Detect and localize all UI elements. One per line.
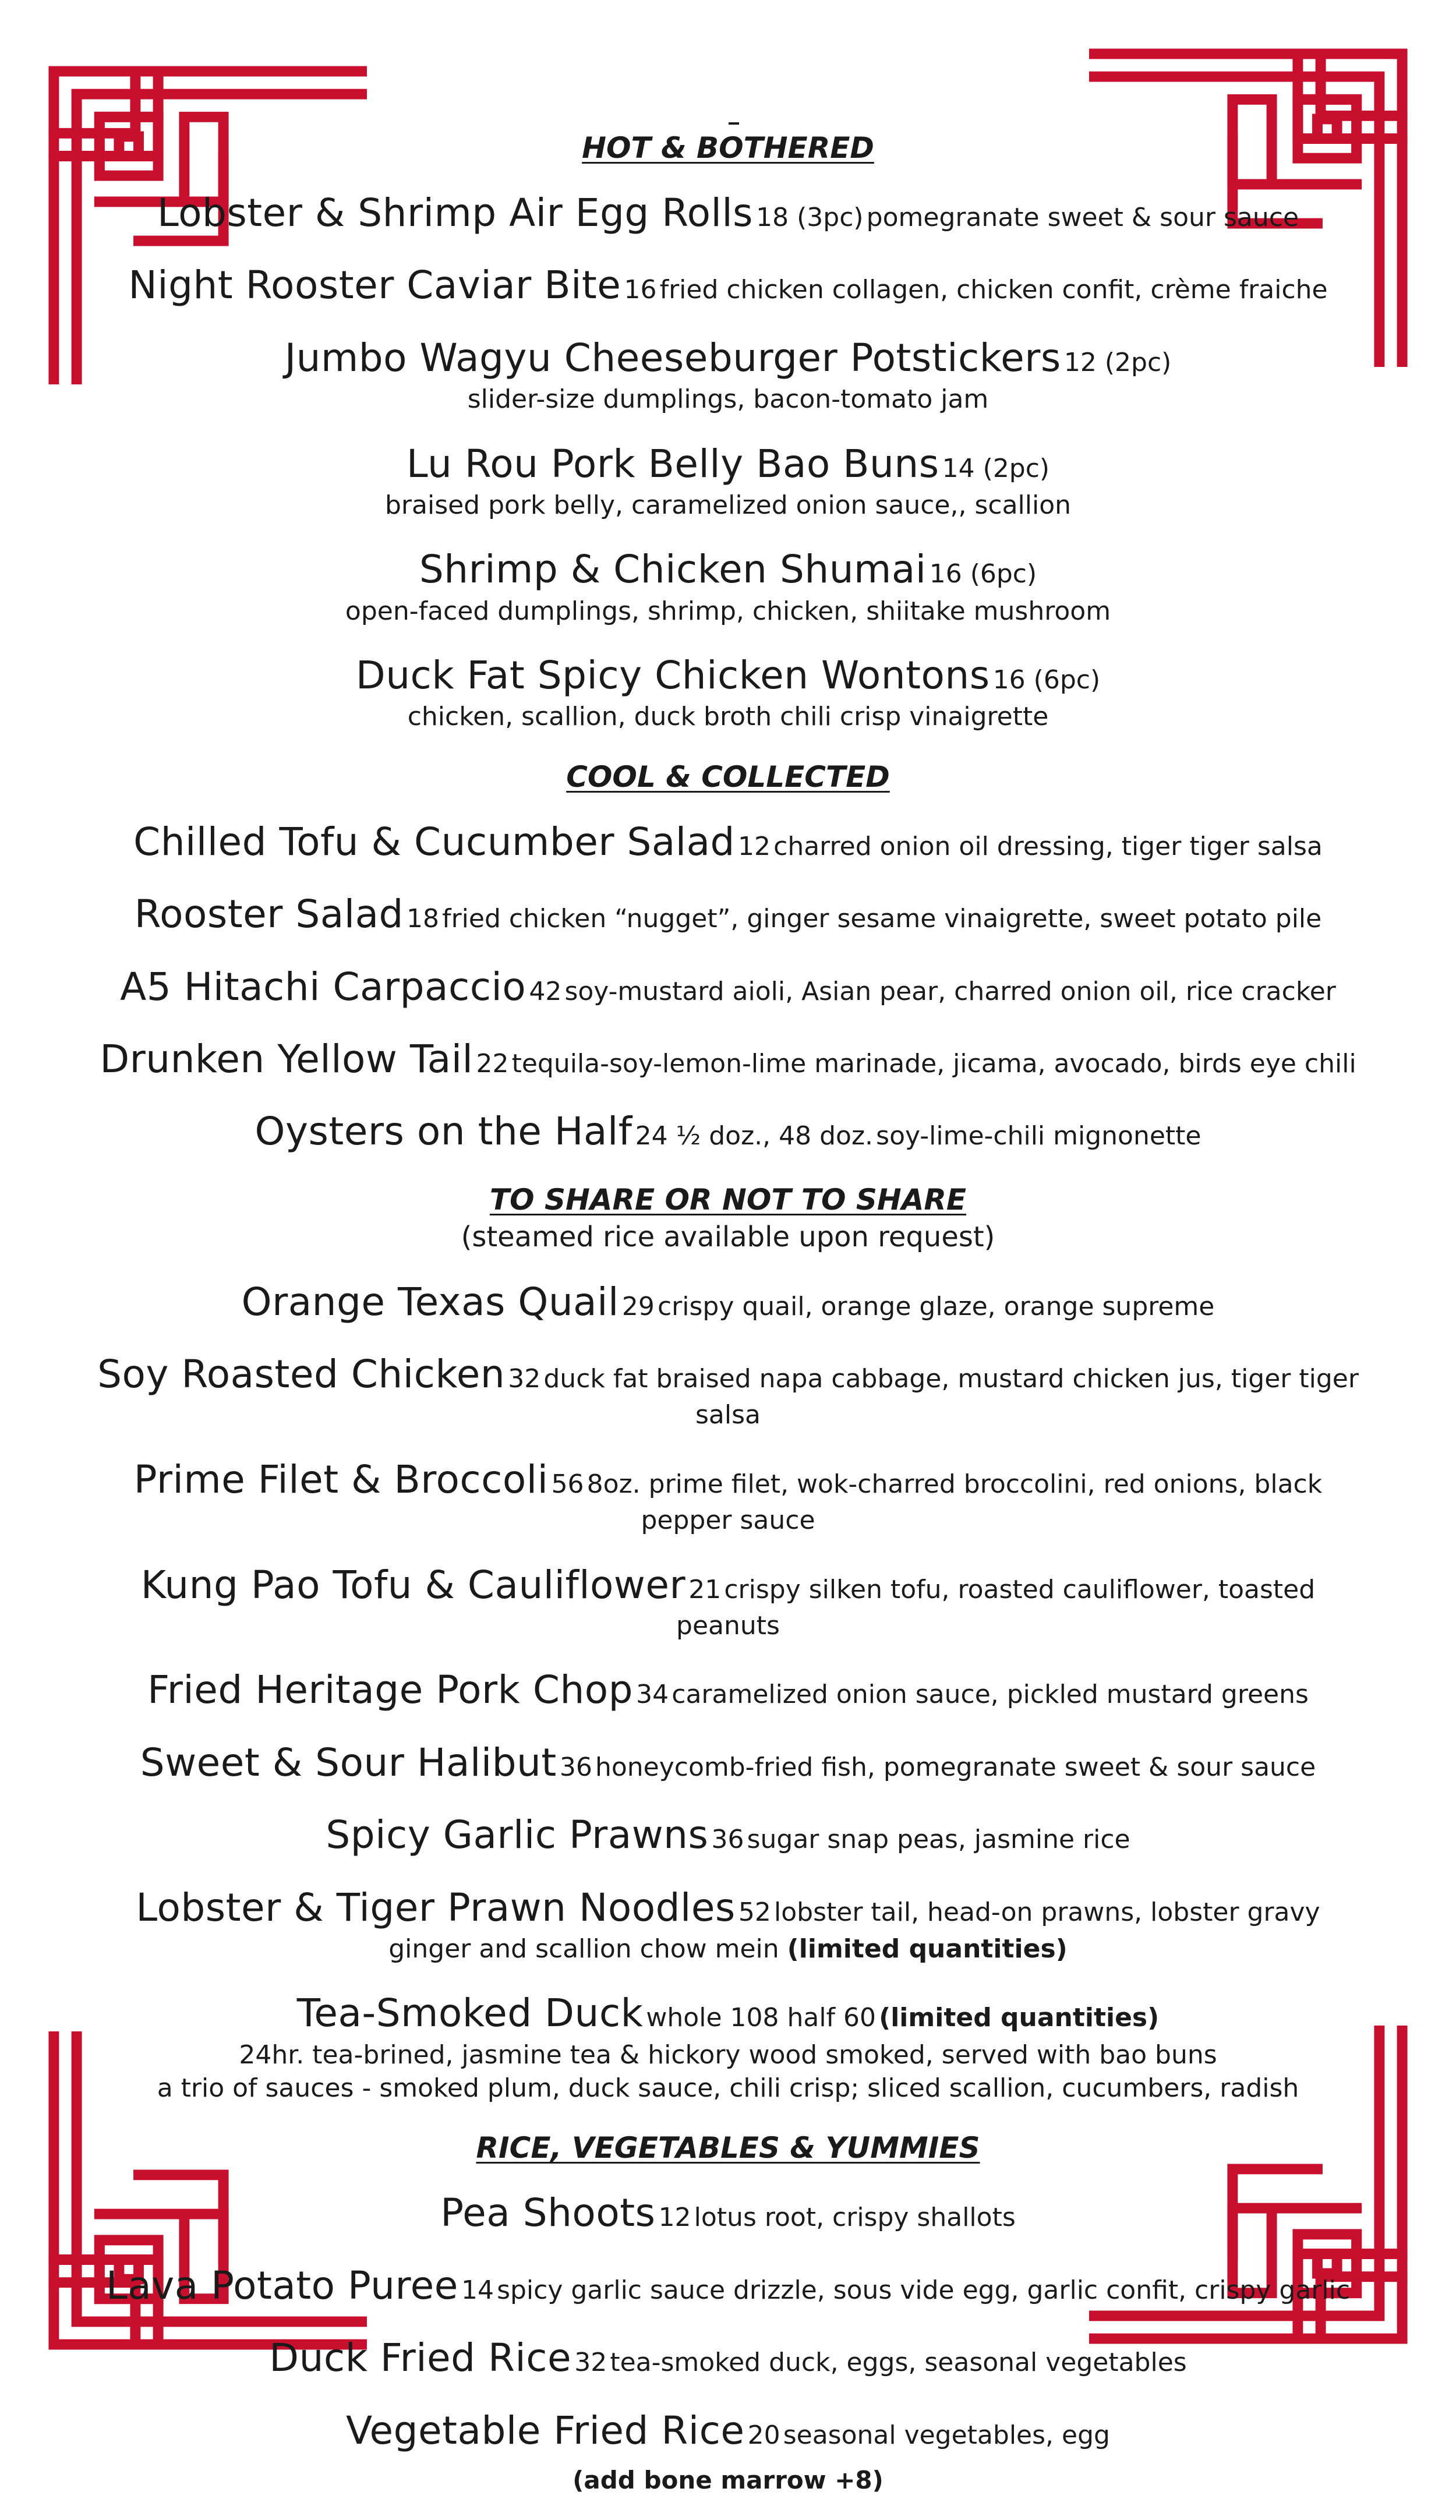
item-name: Soy Roasted Chicken <box>97 1351 506 1397</box>
menu-item <box>87 1350 1369 1432</box>
item-price: 12 (2pc) <box>1063 347 1172 377</box>
item-name: A5 Hitachi Carpaccio <box>120 964 526 1009</box>
section-hot-and-bothered <box>87 130 1369 734</box>
item-description: fried chicken collagen, chicken confit, crème fraiche <box>659 275 1328 305</box>
item-price: 24 ½ doz., 48 doz. <box>635 1121 874 1151</box>
item-price: 32 <box>508 1363 541 1394</box>
item-name: Rooster Salad <box>134 892 404 937</box>
menu-item <box>87 1561 1369 1643</box>
menu-item <box>87 440 1369 522</box>
section-title: RICE, VEGETABLES & YUMMIES <box>476 2131 980 2165</box>
item-price: 18 (3pc) <box>756 203 864 232</box>
menu-item <box>87 1666 1369 1715</box>
item-price: 12 <box>738 831 771 861</box>
item-description: lobster tail, head-on prawns, lobster gravy <box>774 1897 1320 1927</box>
menu-item <box>87 261 1369 310</box>
menu-item <box>87 651 1369 734</box>
item-price: 20 <box>747 2420 780 2450</box>
menu-item <box>87 1989 1369 2105</box>
item-name: Fried Heritage Pork Chop <box>147 1667 634 1713</box>
menu-item <box>87 1738 1369 1787</box>
item-name: Prime Filet & Broccoli <box>133 1457 549 1502</box>
item-description: 8oz. prime filet, wok-charred broccolini, red onions, black pepper sauce <box>586 1469 1323 1536</box>
item-price: 29 <box>621 1291 655 1321</box>
item-name: Chilled Tofu & Cucumber Salad <box>133 819 735 864</box>
menu-item <box>87 890 1369 939</box>
item-description: fried chicken “nugget”, ginger sesame vinaigrette, sweet potato pile <box>442 904 1322 934</box>
item-name: Orange Texas Quail <box>241 1279 619 1324</box>
item-description: crispy quail, orange glaze, orange supreme <box>657 1291 1215 1321</box>
item-description: 24hr. tea-brined, jasmine tea & hickory wood smoked, served with bao buns <box>239 2040 1217 2070</box>
item-description: a trio of sauces - smoked plum, duck sauce, chili crisp; sliced scallion, cucumbers, radish <box>157 2073 1299 2104</box>
item-description: caramelized onion sauce, pickled mustard greens <box>672 1680 1309 1710</box>
item-description: chicken, scallion, duck broth chili crisp vinaigrette <box>407 702 1049 732</box>
item-price: 16 (6pc) <box>929 559 1037 589</box>
item-description: spicy garlic sauce drizzle, sous vide egg, garlic confit, crispy garlic <box>497 2275 1351 2305</box>
item-name: Lobster & Tiger Prawn Noodles <box>136 1885 736 1930</box>
section-title: HOT & BOTHERED <box>582 131 874 165</box>
item-price: 34 <box>636 1680 669 1710</box>
item-name: Shrimp & Chicken Shumai <box>419 547 927 592</box>
item-price: 21 <box>688 1574 722 1604</box>
limited-quantities-note: (limited quantities) <box>879 2003 1160 2033</box>
menu-item <box>87 1278 1369 1327</box>
menu-item <box>87 334 1369 416</box>
item-name: Tea-Smoked Duck <box>296 1991 644 2036</box>
item-description: sugar snap peas, jasmine rice <box>747 1825 1130 1855</box>
section-title: TO SHARE OR NOT TO SHARE <box>489 1182 967 1217</box>
item-price: 18 <box>407 904 439 934</box>
item-name: Duck Fried Rice <box>269 2335 572 2381</box>
item-price: 42 <box>529 976 562 1006</box>
menu-item <box>87 1883 1369 1966</box>
item-price: 14 <box>461 2275 494 2305</box>
item-price: 56 <box>551 1469 584 1499</box>
item-description: soy-lime-chili mignonette <box>876 1121 1201 1151</box>
menu-item <box>87 1035 1369 1084</box>
menu-item <box>87 2261 1369 2310</box>
item-price: 12 <box>658 2203 691 2233</box>
item-name: Spicy Garlic Prawns <box>326 1812 709 1858</box>
item-description-line <box>87 1932 1369 1966</box>
menu-item <box>87 963 1369 1012</box>
item-description: pomegranate sweet & sour sauce <box>866 203 1299 232</box>
limited-quantities-note: (limited quantities) <box>787 1934 1068 1964</box>
section-rice-vegetables-yummies <box>87 2130 1369 2494</box>
item-name: Night Rooster Caviar Bite <box>128 263 621 308</box>
item-description: lotus root, crispy shallots <box>694 2203 1016 2233</box>
menu-item <box>87 2334 1369 2383</box>
item-description: open-faced dumplings, shrimp, chicken, shiitake mushroom <box>345 596 1111 626</box>
menu-item <box>87 1107 1369 1156</box>
section-to-share <box>87 1182 1369 2105</box>
item-name: Duck Fat Spicy Chicken Wontons <box>355 652 990 698</box>
item-name: Jumbo Wagyu Cheeseburger Potstickers <box>284 335 1061 380</box>
menu-item <box>87 545 1369 628</box>
item-price: 22 <box>476 1048 509 1079</box>
menu <box>87 122 1369 2520</box>
item-price: 36 <box>711 1825 744 1855</box>
item-name: Sweet & Sour Halibut <box>140 1740 557 1785</box>
item-name: Pea Shoots <box>440 2190 656 2236</box>
item-price: whole 108 half 60 <box>646 2003 877 2033</box>
item-description: seasonal vegetables, egg <box>783 2420 1110 2450</box>
section-cool-and-collected <box>87 759 1369 1157</box>
item-description: slider-size dumplings, bacon-tomato jam <box>467 384 989 415</box>
item-description: charred onion oil dressing, tiger tiger salsa <box>773 831 1323 861</box>
item-name: Drunken Yellow Tail <box>100 1036 473 1081</box>
item-name: Lobster & Shrimp Air Egg Rolls <box>157 190 754 235</box>
decorative-dash <box>729 122 739 125</box>
menu-item <box>87 189 1369 238</box>
item-price: 36 <box>559 1752 592 1782</box>
item-description: tea-smoked duck, eggs, seasonal vegetables <box>610 2348 1187 2378</box>
item-description: crispy silken tofu, roasted cauliflower, toasted peanuts <box>676 1574 1316 1641</box>
menu-item <box>87 1811 1369 1860</box>
section-note: (steamed rice available upon request) <box>461 1220 995 1253</box>
item-price: 52 <box>738 1897 771 1927</box>
item-price: 16 <box>624 275 657 305</box>
item-price: 16 (6pc) <box>992 665 1101 695</box>
section-title: COOL & COLLECTED <box>566 759 890 794</box>
item-description: soy-mustard aioli, Asian pear, charred onion oil, rice cracker <box>564 976 1336 1006</box>
item-name: Vegetable Fried Rice <box>346 2408 745 2453</box>
item-description: duck fat braised napa cabbage, mustard chicken jus, tiger tiger salsa <box>543 1363 1359 1430</box>
menu-item <box>87 2406 1369 2455</box>
item-price: 32 <box>574 2348 607 2378</box>
menu-item <box>87 1455 1369 1538</box>
item-name: Lu Rou Pork Belly Bao Buns <box>406 441 939 486</box>
item-description-text: ginger and scallion chow mein <box>388 1934 779 1964</box>
item-description: honeycomb-fried fish, pomegranate sweet & sour sauce <box>595 1752 1316 1782</box>
item-name: Lava Potato Puree <box>105 2263 458 2308</box>
item-description: tequila-soy-lemon-lime marinade, jicama, avocado, birds eye chili <box>511 1048 1356 1079</box>
item-price: 14 (2pc) <box>942 453 1050 483</box>
footnote: (add bone marrow +8) <box>572 2466 884 2495</box>
menu-item <box>87 818 1369 867</box>
item-name: Oysters on the Half <box>255 1109 632 1154</box>
menu-item <box>87 2189 1369 2238</box>
item-name: Kung Pao Tofu & Cauliflower <box>140 1562 686 1607</box>
item-description: braised pork belly, caramelized onion sauce,, scallion <box>384 490 1072 521</box>
